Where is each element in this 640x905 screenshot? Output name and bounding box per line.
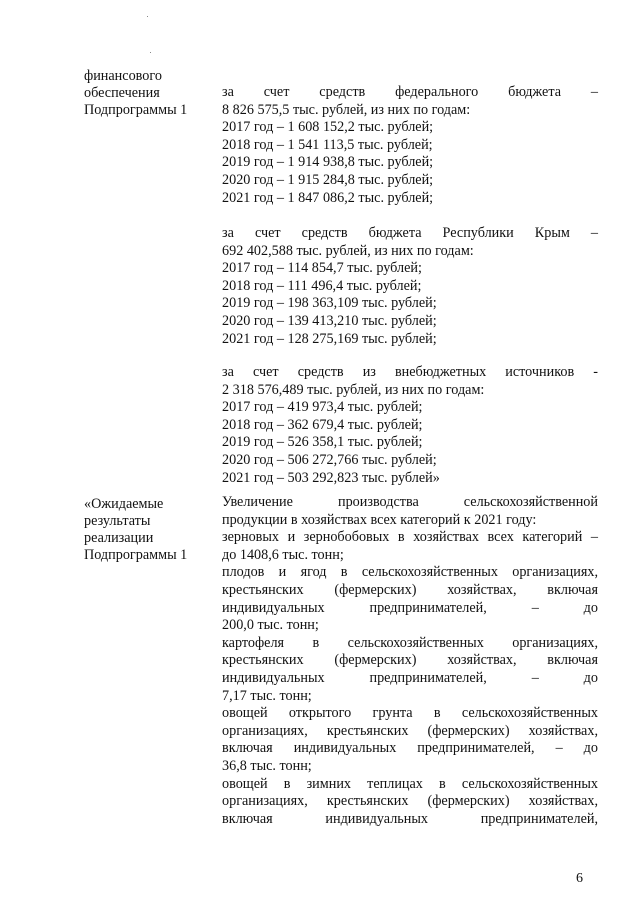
year-amount-line: 2017 год – 1 608 152,2 тыс. рублей;	[222, 119, 434, 136]
scan-speck	[147, 16, 148, 17]
year-amount-line: 2021 год – 503 292,823 тыс. рублей»	[222, 469, 440, 486]
section-total-line: 692 402,588 тыс. рублей, из них по годам:	[222, 242, 474, 259]
result-line: включая индивидуальных предпринимателей,	[222, 810, 598, 827]
result-line: крестьянских (фермерских) хозяйствах, включая	[222, 652, 598, 669]
year-amount-line: 2019 год – 526 358,1 тыс. рублей;	[222, 434, 423, 451]
financing-label	[84, 68, 216, 119]
year-amount-line: 2019 год – 198 363,109 тыс. рублей;	[222, 295, 437, 312]
result-line: 7,17 тыс. тонн;	[222, 687, 312, 704]
year-amount-line: 2020 год – 139 413,210 тыс. рублей;	[222, 312, 437, 329]
result-line: крестьянских (фермерских) хозяйствах, включая	[222, 581, 598, 598]
year-amount-line: 2019 год – 1 914 938,8 тыс. рублей;	[222, 154, 434, 171]
result-line: 36,8 тыс. тонн;	[222, 757, 312, 774]
year-amount-line: 2017 год – 114 854,7 тыс. рублей;	[222, 260, 422, 277]
year-amount-line: 2017 год – 419 973,4 тыс. рублей;	[222, 399, 423, 416]
year-amount-line: 2021 год – 1 847 086,2 тыс. рублей;	[222, 189, 434, 206]
result-line: до 1408,6 тыс. тонн;	[222, 546, 344, 563]
year-amount-line: 2020 год – 1 915 284,8 тыс. рублей;	[222, 171, 434, 188]
label-line: Подпрограммы 1	[84, 547, 188, 563]
label-line: обеспечения	[84, 85, 160, 101]
result-line: включая индивидуальных предпринимателей, – до	[222, 740, 598, 757]
result-line: индивидуальных предпринимателей, – до	[222, 599, 598, 616]
section-intro-line: за счет средств из внебюджетных источников -	[222, 364, 598, 380]
expected-results-label	[84, 496, 216, 564]
label-line: реализации	[84, 530, 154, 546]
result-line: овощей в зимних теплицах в сельскохозяйственных	[222, 775, 598, 792]
label-line: результаты	[84, 513, 151, 529]
page-number: 6	[576, 871, 583, 886]
result-line: продукции в хозяйствах всех категорий к 2021 году:	[222, 511, 537, 528]
federal-budget-section	[222, 84, 598, 207]
label-line: «Ожидаемые	[84, 496, 164, 512]
result-line: Увеличение производства сельскохозяйственной	[222, 494, 598, 510]
result-line: картофеля в сельскохозяйственных организациях,	[222, 634, 598, 651]
result-line: организациях, крестьянских (фермерских) хозяйствах,	[222, 793, 598, 810]
result-line: индивидуальных предпринимателей, – до	[222, 669, 598, 686]
section-total-line: 2 318 576,489 тыс. рублей, из них по годам:	[222, 381, 485, 398]
year-amount-line: 2018 год – 1 541 113,5 тыс. рублей;	[222, 136, 433, 153]
year-amount-line: 2018 год – 362 679,4 тыс. рублей;	[222, 416, 423, 433]
section-intro-line: за счет средств бюджета Республики Крым –	[222, 225, 598, 241]
expected-results-text	[222, 494, 598, 828]
label-line: финансового	[84, 68, 162, 84]
year-amount-line: 2018 год – 111 496,4 тыс. рублей;	[222, 277, 422, 294]
result-line: овощей открытого грунта в сельскохозяйственных	[222, 705, 598, 722]
result-line: плодов и ягод в сельскохозяйственных организациях,	[222, 564, 598, 581]
crimea-budget-section	[222, 225, 598, 348]
year-amount-line: 2021 год – 128 275,169 тыс. рублей;	[222, 330, 437, 347]
result-line: 200,0 тыс. тонн;	[222, 617, 319, 634]
section-intro-line: за счет средств федерального бюджета –	[222, 84, 598, 100]
section-total-line: 8 826 575,5 тыс. рублей, из них по годам:	[222, 101, 471, 118]
year-amount-line: 2020 год – 506 272,766 тыс. рублей;	[222, 451, 437, 468]
label-line: Подпрограммы 1	[84, 102, 188, 118]
scan-speck	[150, 52, 151, 53]
result-line: организациях, крестьянских (фермерских) хозяйствах,	[222, 722, 598, 739]
result-line: зерновых и зернобобовых в хозяйствах всех категорий –	[222, 529, 598, 546]
offbudget-section	[222, 364, 598, 487]
